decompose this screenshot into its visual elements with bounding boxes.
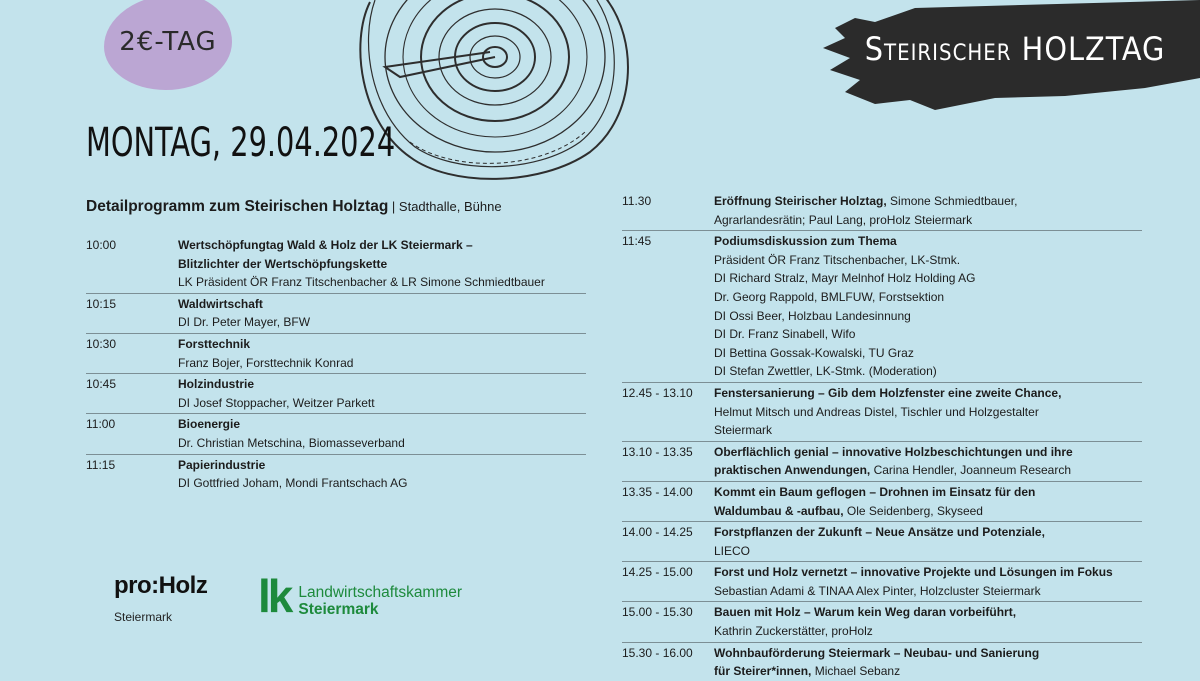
schedule-row [622, 232, 1142, 381]
session-title: Blitzlichter der Wertschöpfungskette [178, 256, 388, 271]
time-slot: 11:00 [86, 417, 116, 432]
session-line [714, 644, 1142, 663]
session-title: Fenstersanierung – Gib dem Holzfenster eine zweite Chance, [714, 385, 1062, 400]
session-title: Bioenergie [178, 417, 241, 432]
session-info [178, 415, 586, 452]
session-speaker: DI Ossi Beer, Holzbau Landesinnung [714, 308, 911, 323]
session-line [714, 563, 1142, 582]
session-title: Holzindustrie [178, 377, 255, 392]
session-info [178, 335, 586, 372]
session-title: Wohnbauförderung Steiermark – Neubau- und Sanierung [714, 645, 1040, 660]
time-slot: 11:45 [622, 234, 652, 249]
session-speaker: DI Josef Stoppacher, Weitzer Parkett [178, 395, 375, 410]
session-title: Eröffnung Steirischer Holztag, [714, 194, 887, 208]
session-speaker: LK Präsident ÖR Franz Titschenbacher & LR Simone Schmiedtbauer [178, 275, 545, 290]
session-info [178, 375, 586, 412]
time-slot: 13.10 - 13.35 [622, 444, 693, 459]
session-title: Forstpflanzen der Zukunft – Neue Ansätze und Potenziale, [714, 525, 1045, 540]
proholz-wordmark: pro:Holz [114, 572, 208, 599]
session-speaker: Agrarlandesrätin; Paul Lang, proHolz Steiermark [714, 212, 973, 227]
session-speaker: Carina Hendler, Joanneum Research [870, 463, 1072, 478]
schedule-row [622, 192, 1142, 229]
session-speaker: DI Dr. Franz Sinabell, Wifo [714, 327, 856, 342]
session-title: Kommt ein Baum geflogen – Drohnen im Einsatz für den [714, 484, 1036, 499]
session-info [714, 232, 1142, 381]
separator-line [622, 642, 1142, 643]
separator-line [622, 561, 1142, 562]
session-line [714, 483, 1142, 502]
session-speaker: Michael Sebanz [811, 664, 901, 679]
separator-line [86, 333, 586, 334]
session-speaker: Helmut Mitsch und Andreas Distel, Tischler und Holzgestalter [714, 404, 1039, 419]
session-title: für Steirer*innen, [714, 664, 812, 679]
session-info [714, 563, 1142, 600]
session-title: Waldumbau & -aufbau, [714, 503, 844, 518]
session-info [714, 192, 1142, 229]
session-speaker: Franz Bojer, Forsttechnik Konrad [178, 355, 354, 370]
session-title: praktischen Anwendungen, [714, 463, 871, 478]
session-line [714, 603, 1142, 622]
session-speaker: DI Gottfried Joham, Mondi Frantschach AG [178, 476, 408, 491]
proholz-region: Steiermark [114, 610, 173, 624]
session-info [714, 443, 1142, 480]
program-location: | Stadthalle, Bühne [388, 199, 502, 214]
event-date: MONTAG, 29.04.2024 [86, 120, 396, 166]
session-info [178, 456, 586, 493]
schedule-row [86, 375, 586, 412]
program-title: Detailprogramm zum Steirischen Holztag [86, 198, 389, 215]
time-slot: 15.30 - 16.00 [622, 645, 693, 660]
session-info [714, 523, 1142, 560]
lk-name: Landwirtschaftskammer [298, 584, 463, 601]
time-slot: 14.25 - 15.00 [622, 565, 693, 580]
session-line [714, 192, 1142, 211]
session-speaker: Simone Schmiedtbauer, [886, 194, 1018, 208]
session-line [714, 443, 1142, 462]
session-info [178, 236, 586, 292]
session-speaker: Ole Seidenberg, Skyseed [843, 503, 983, 518]
session-line [714, 502, 1142, 521]
proholz-logo [114, 572, 207, 624]
time-slot: 14.00 - 14.25 [622, 525, 693, 540]
time-slot: 12.45 - 13.10 [622, 385, 693, 400]
schedule-row [86, 415, 586, 452]
separator-line [86, 373, 586, 374]
session-line [714, 662, 1142, 681]
lk-mark: lk [258, 570, 291, 622]
separator-line [86, 454, 586, 455]
time-slot: 10:30 [86, 336, 117, 351]
lk-logo [258, 570, 463, 622]
session-speaker: Kathrin Zuckerstätter, proHolz [714, 624, 873, 639]
session-title: Podiumsdiskussion zum Thema [714, 234, 897, 249]
program-heading [86, 198, 502, 216]
separator-line [622, 441, 1142, 442]
separator-line [622, 521, 1142, 522]
badge-text: 2€-TAG [119, 27, 217, 57]
separator-line [622, 481, 1142, 482]
time-slot: 13.35 - 14.00 [622, 484, 693, 499]
time-slot: 10:00 [86, 238, 117, 252]
session-speaker: Steiermark [714, 423, 773, 438]
session-title: Waldwirtschaft [178, 296, 263, 311]
schedule-row [622, 384, 1142, 440]
schedule-row [622, 483, 1142, 520]
separator-line [622, 230, 1142, 231]
session-title: Forst und Holz vernetzt – innovative Projekte und Lösungen im Fokus [714, 565, 1113, 580]
schedule-row [86, 295, 586, 332]
session-speaker: LIECO [714, 543, 751, 558]
session-title: Bauen mit Holz – Warum kein Weg daran vorbeiführt, [714, 605, 1017, 620]
session-line [714, 523, 1142, 542]
schedule-row [622, 523, 1142, 560]
separator-line [86, 293, 586, 294]
session-info [714, 644, 1142, 681]
session-speaker: DI Dr. Peter Mayer, BFW [178, 315, 311, 330]
session-title: Papierindustrie [178, 457, 266, 472]
session-speaker: DI Richard Stralz, Mayr Melnhof Holz Holding AG [714, 271, 976, 286]
schedule-row [86, 456, 586, 493]
session-info [178, 295, 586, 332]
session-speaker: DI Stefan Zwettler, LK-Stmk. (Moderation) [714, 364, 937, 379]
session-speaker: Dr. Georg Rappold, BMLFUW, Forstsektion [714, 289, 945, 304]
session-info [714, 483, 1142, 520]
separator-line [86, 413, 586, 414]
schedule-row [86, 335, 586, 372]
time-slot: 11.30 [622, 194, 652, 208]
price-badge [104, 0, 232, 90]
session-speaker: DI Bettina Gossak-Kowalski, TU Graz [714, 345, 914, 360]
session-line [714, 384, 1142, 403]
time-slot: 15.00 - 15.30 [622, 605, 693, 620]
lk-region: Steiermark [298, 601, 379, 618]
session-speaker: Dr. Christian Metschina, Biomasseverband [178, 435, 405, 450]
banner-title: Steirischer HOLZTAG [864, 30, 1166, 68]
separator-line [622, 382, 1142, 383]
session-title: Forsttechnik [178, 336, 251, 351]
schedule-right [622, 192, 1142, 681]
schedule-row [86, 236, 586, 292]
session-info [714, 603, 1142, 640]
session-info [714, 384, 1142, 440]
session-title: Oberflächlich genial – innovative Holzbeschichtungen und ihre [714, 444, 1073, 459]
separator-line [622, 601, 1142, 602]
time-slot: 10:45 [86, 377, 117, 392]
schedule-left [86, 236, 586, 493]
session-title: Wertschöpfungtag Wald & Holz der LK Steiermark – [178, 238, 473, 252]
schedule-row [622, 644, 1142, 681]
session-speaker: Präsident ÖR Franz Titschenbacher, LK-Stmk. [714, 252, 961, 267]
schedule-row [622, 563, 1142, 600]
schedule-row [622, 603, 1142, 640]
time-slot: 11:15 [86, 457, 116, 472]
session-line [714, 232, 1142, 251]
time-slot: 10:15 [86, 296, 117, 311]
session-speaker: Sebastian Adami & TINAA Alex Pinter, Holzcluster Steiermark [714, 583, 1041, 598]
schedule-row [622, 443, 1142, 480]
session-line [714, 461, 1142, 480]
